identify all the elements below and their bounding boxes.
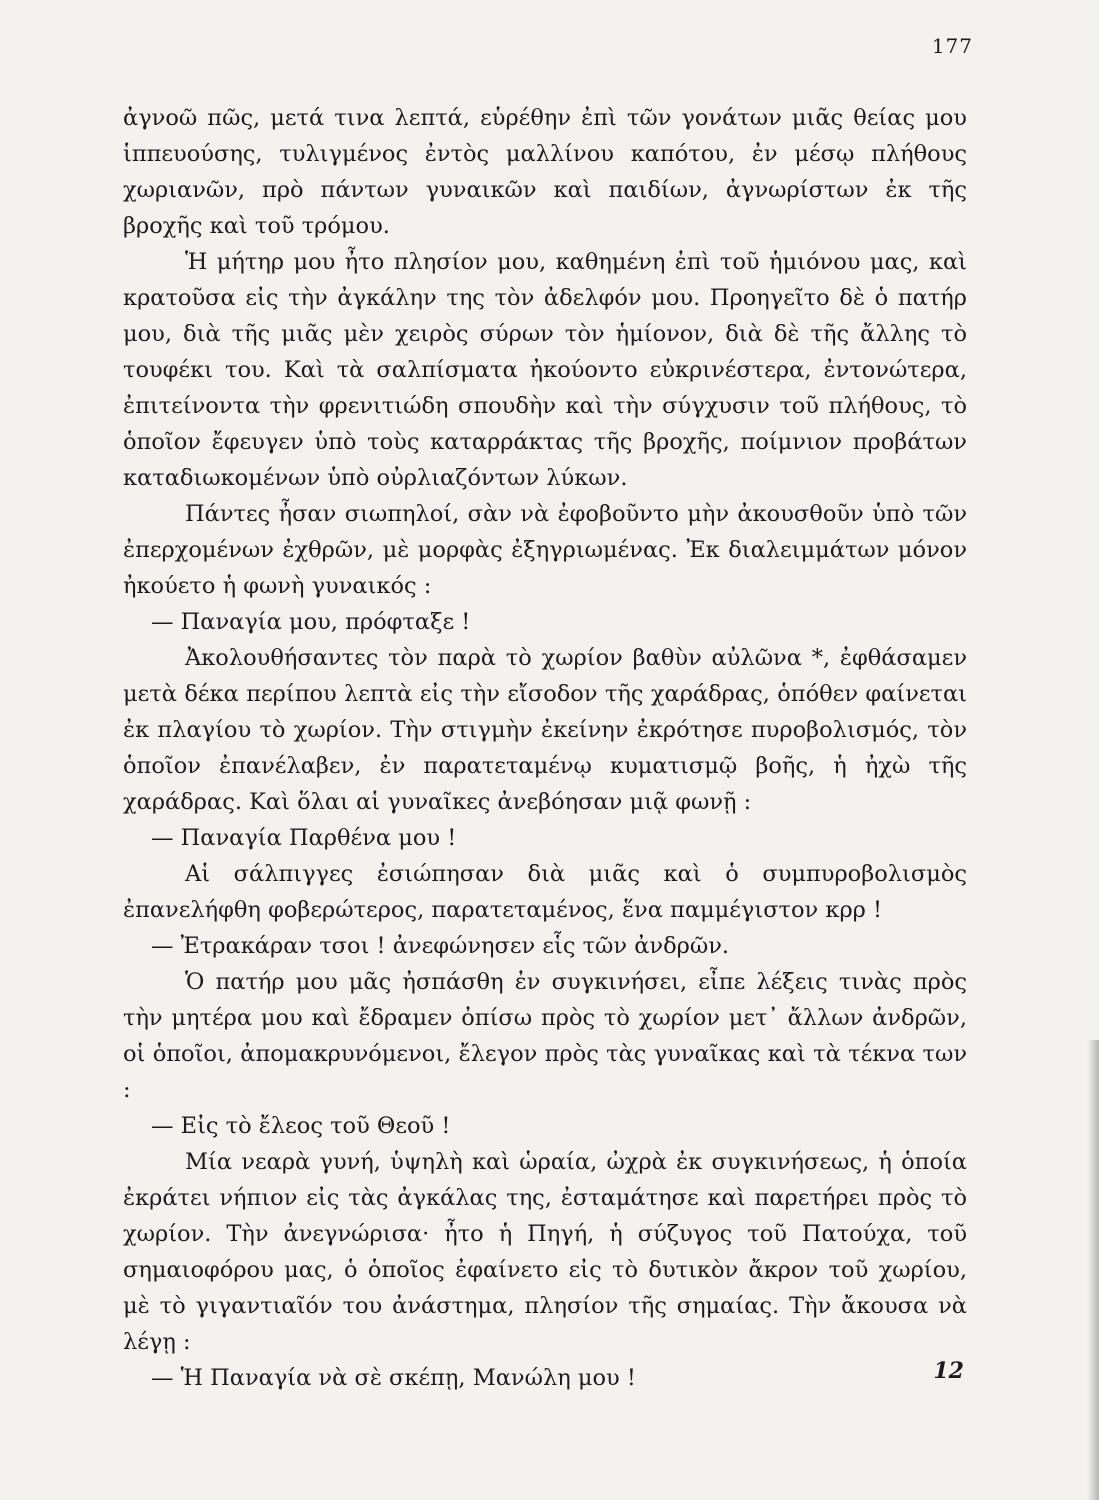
dialogue-line: — Ἡ Παναγία νὰ σὲ σκέπῃ, Μανώλη μου ! [151, 1365, 636, 1391]
dialogue-line: — Ἐτρακάραν τσοι ! ἀνεφώνησεν εἷς τῶν ἀνδρῶν. [151, 933, 730, 959]
body-text [123, 100, 967, 1396]
paragraph: Πάντες ἦσαν σιωπηλοί, σὰν νὰ ἐφοβοῦντο μὴν ἀκουσθοῦν ὑπὸ τῶν ἐπερχομένων ἐχθρῶν, μὲ μορφὰς ἐξηγριωμένας. Ἐκ διαλειμμάτων μόνον ἠκούετο ἡ φωνὴ γυναικός : [123, 501, 967, 599]
paragraph: Ἀκολουθήσαντες τὸν παρὰ τὸ χωρίον βαθὺν αὐλῶνα *, ἐφθάσαμεν μετὰ δέκα περίπου λεπτὰ εἰς τὴν εἴσοδον τῆς χαράδρας, ὁπόθεν φαίνεται ἐκ πλαγίου τὸ χωρίον. Τὴν στιγμὴν ἐκείνην ἐκρότησε πυροβολισμός, τὸν ὁποῖον ἐπανέλαβεν, ἐν παρατεταμένῳ κυματισμῷ βοῆς, ἡ ἠχὼ τῆς χαράδρας. Καὶ ὅλαι αἱ γυναῖκες ἀνεβόησαν μιᾷ φωνῇ : [123, 645, 967, 815]
paragraph: Μία νεαρὰ γυνή, ὑψηλὴ καὶ ὡραία, ὠχρὰ ἐκ συγκινήσεως, ἡ ὁποία ἐκράτει νήπιον εἰς τὰς ἀγκάλας της, ἐσταμάτησε καὶ παρετήρει πρὸς τὸ χωρίον. Τὴν ἀνεγνώρισα· ἦτο ἡ Πηγή, ἡ σύζυγος τοῦ Πατούχα, τοῦ σημαιοφόρου μας, ὁ ὁποῖος ἐφαίνετο εἰς τὸ δυτικὸν ἄκρον τοῦ χωρίου, μὲ τὸ γιγαντιαῖόν του ἀνάστημα, πλησίον τῆς σημαίας. Τὴν ἄκουσα νὰ λέγῃ : [123, 1149, 967, 1355]
signature-mark: 12 [933, 1358, 964, 1384]
paragraph: ἀγνοῶ πῶς, μετά τινα λεπτά, εὑρέθην ἐπὶ τῶν γονάτων μιᾶς θείας μου ἱππευούσης, τυλιγμένος ἐντὸς μαλλίνου καπότου, ἐν μέσῳ πλήθους χωριανῶν, πρὸ πάντων γυναικῶν καὶ παιδίων, ἀγνωρίστων ἐκ τῆς βροχῆς καὶ τοῦ τρόμου. [123, 105, 967, 239]
paragraph: Ἡ μήτηρ μου ἦτο πλησίον μου, καθημένη ἐπὶ τοῦ ἡμιόνου μας, καὶ κρατοῦσα εἰς τὴν ἀγκάλην της τὸν ἀδελφόν μου. Προηγεῖτο δὲ ὁ πατήρ μου, διὰ τῆς μιᾶς μὲν χειρὸς σύρων τὸν ἡμίονον, διὰ δὲ τῆς ἄλλης τὸ τουφέκι του. Καὶ τὰ σαλπίσματα ἠκούοντο εὐκρινέστερα, ἐντονώτερα, ἐπιτείνοντα τὴν φρενιτιώδη σπουδὴν καὶ τὴν σύγχυσιν τοῦ πλήθους, τὸ ὁποῖον ἔφευγεν ὑπὸ τοὺς καταρράκτας τῆς βροχῆς, ποίμνιον προβάτων καταδιωκομένων ὑπὸ οὐρλιαζόντων λύκων. [123, 249, 967, 491]
page-edge-shadow [1087, 1040, 1099, 1500]
dialogue-line: — Εἰς τὸ ἔλεος τοῦ Θεοῦ ! [151, 1113, 451, 1139]
paragraph: Αἱ σάλπιγγες ἐσιώπησαν διὰ μιᾶς καὶ ὁ συμπυροβολισμὸς ἐπανελήφθη φοβερώτερος, παρατεταμένος, ἕνα παμμέγιστον κρρ ! [123, 861, 967, 923]
dialogue-line: — Παναγία Παρθένα μου ! [151, 825, 457, 851]
dialogue-line: — Παναγία μου, πρόφταξε ! [151, 609, 471, 635]
paragraph: Ὁ πατήρ μου μᾶς ἠσπάσθη ἐν συγκινήσει, εἶπε λέξεις τινὰς πρὸς τὴν μητέρα μου καὶ ἔδραμεν ὀπίσω πρὸς τὸ χωρίον μετ᾽ ἄλλων ἀνδρῶν, οἱ ὁποῖοι, ἀπομακρυνόμενοι, ἔλεγον πρὸς τὰς γυναῖκας καὶ τὰ τέκνα των : [123, 969, 967, 1103]
page-number: 177 [931, 34, 973, 58]
